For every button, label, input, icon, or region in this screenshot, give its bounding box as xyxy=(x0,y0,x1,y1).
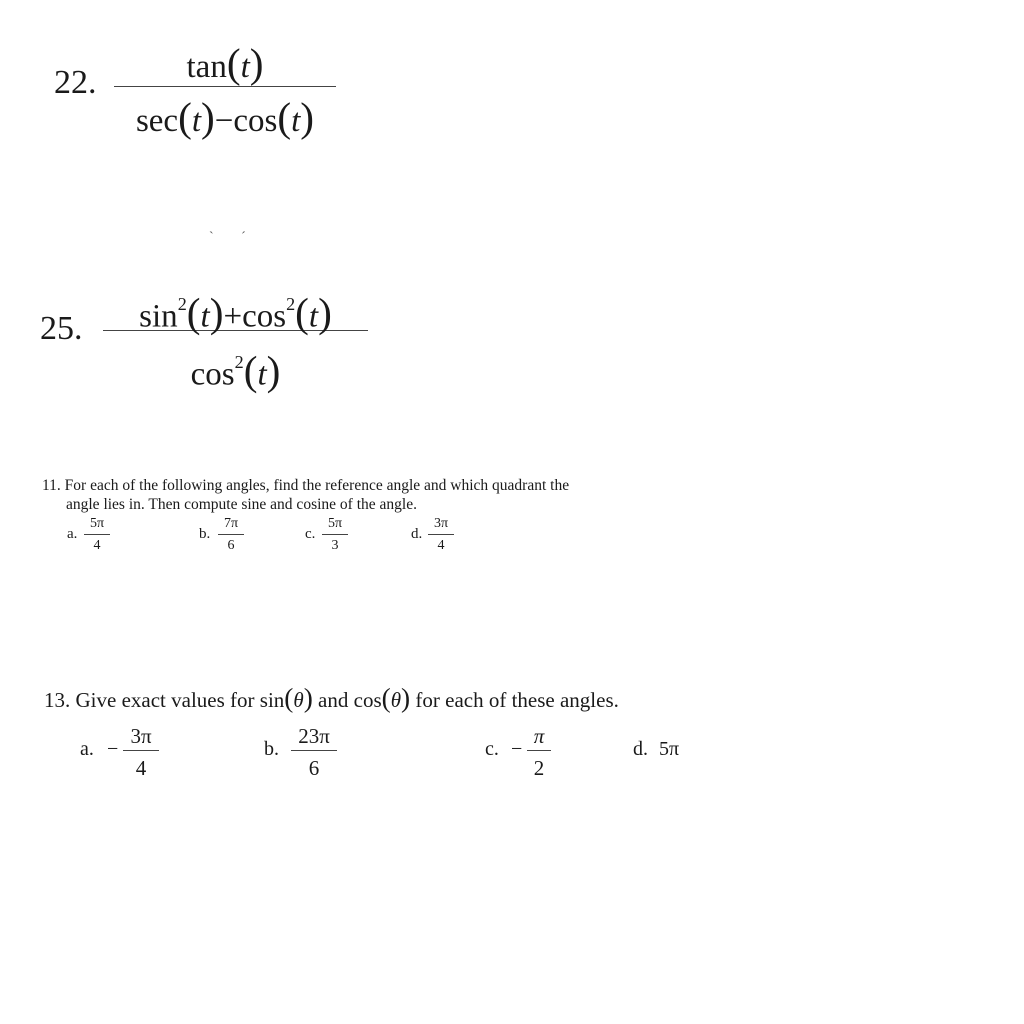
variable-t: t xyxy=(308,298,319,335)
numerator: 7π xyxy=(223,516,239,531)
problem-11-item-a-fraction xyxy=(84,514,110,555)
stray-mark: ˋ ˊ xyxy=(209,230,258,245)
problem-22-numerator: tan(t) xyxy=(186,40,264,86)
problem-11-text xyxy=(42,476,569,514)
problem-25-denominator: $\cos^2(t)$ xyxy=(190,347,281,394)
cos-function: cos xyxy=(190,356,235,393)
problem-13-item-d-label: d. xyxy=(633,738,648,760)
variable-t: t xyxy=(291,103,301,139)
problem-22-fraction xyxy=(114,40,336,143)
problem-13-item-c-label: c. xyxy=(485,738,499,760)
variable-t: t xyxy=(240,49,250,85)
numerator: 3π xyxy=(130,724,152,748)
sin-function: sin xyxy=(259,688,285,712)
exponent: 2 xyxy=(286,294,296,314)
variable-theta: θ xyxy=(390,688,402,712)
problem-13-item-d-value: 5π xyxy=(659,738,680,760)
problem-11-item-c-fraction xyxy=(322,514,348,555)
problem-13-prefix: 13. Give exact values for xyxy=(44,688,255,712)
variable-t: t xyxy=(191,103,201,139)
numerator: 5π xyxy=(327,516,343,531)
problem-13-item-c-sign: − xyxy=(511,738,523,760)
problem-13-item-c-fraction xyxy=(527,722,551,781)
problem-13-and: and xyxy=(318,688,349,712)
cos-function: cos xyxy=(353,688,382,712)
problem-22-denominator: sec(t)−cos(t) xyxy=(135,94,315,140)
denominator: 6 xyxy=(308,756,320,780)
plus-operator: + xyxy=(223,298,243,335)
denominator: 6 xyxy=(227,538,235,553)
problem-22-number: 22. xyxy=(54,64,97,101)
problem-25-numerator: $\sin^2(t)+\cos^2(t)$ xyxy=(139,289,332,336)
exponent: 2 xyxy=(234,352,244,372)
numerator: 23π xyxy=(298,724,330,748)
numerator: 5π xyxy=(89,516,105,531)
problem-11-item-a-label: a. xyxy=(67,526,78,542)
problem-13-item-b-label: b. xyxy=(264,738,279,760)
numerator: 3π xyxy=(433,516,449,531)
denominator: 2 xyxy=(533,756,545,780)
cos-function: cos xyxy=(242,298,287,335)
problem-13-item-a-fraction xyxy=(123,722,159,781)
denominator: 3 xyxy=(331,538,339,553)
problem-11-item-d-label: d. xyxy=(411,526,423,542)
problem-11-item-c-label: c. xyxy=(305,526,316,542)
sec-function: sec xyxy=(135,103,179,139)
tan-function: tan xyxy=(186,49,227,85)
problem-25-fraction xyxy=(103,278,368,394)
problem-25-number: 25. xyxy=(40,310,83,347)
variable-theta: θ xyxy=(293,688,304,712)
minus-operator: − xyxy=(214,103,234,139)
variable-t: t xyxy=(257,356,267,393)
problem-11-item-d-fraction xyxy=(428,514,454,555)
variable-t: t xyxy=(200,298,210,335)
problem-11-item-b-fraction xyxy=(218,514,244,555)
problem-13-item-a-label: a. xyxy=(80,738,94,760)
exponent: 2 xyxy=(177,294,187,314)
problem-11-item-b-label: b. xyxy=(199,526,211,542)
sin-function: sin xyxy=(139,298,178,335)
denominator: 4 xyxy=(93,538,101,553)
denominator: 4 xyxy=(135,756,147,780)
numerator: π xyxy=(533,724,545,748)
problem-11-line-2: angle lies in. Then compute sine and cosine of the angle. xyxy=(66,496,417,513)
problem-13-suffix: for each of these angles. xyxy=(415,688,619,712)
problem-11-line-1: 11. For each of the following angles, find the reference angle and which quadrant the xyxy=(42,477,570,494)
problem-13-item-a-sign: − xyxy=(107,738,119,760)
problem-13-text: 13. Give exact values for sin(θ) and cos(θ) for each of these angles. xyxy=(44,683,619,713)
problem-13-item-b-fraction xyxy=(291,722,337,781)
denominator: 4 xyxy=(437,538,445,553)
cos-function: cos xyxy=(233,103,278,139)
